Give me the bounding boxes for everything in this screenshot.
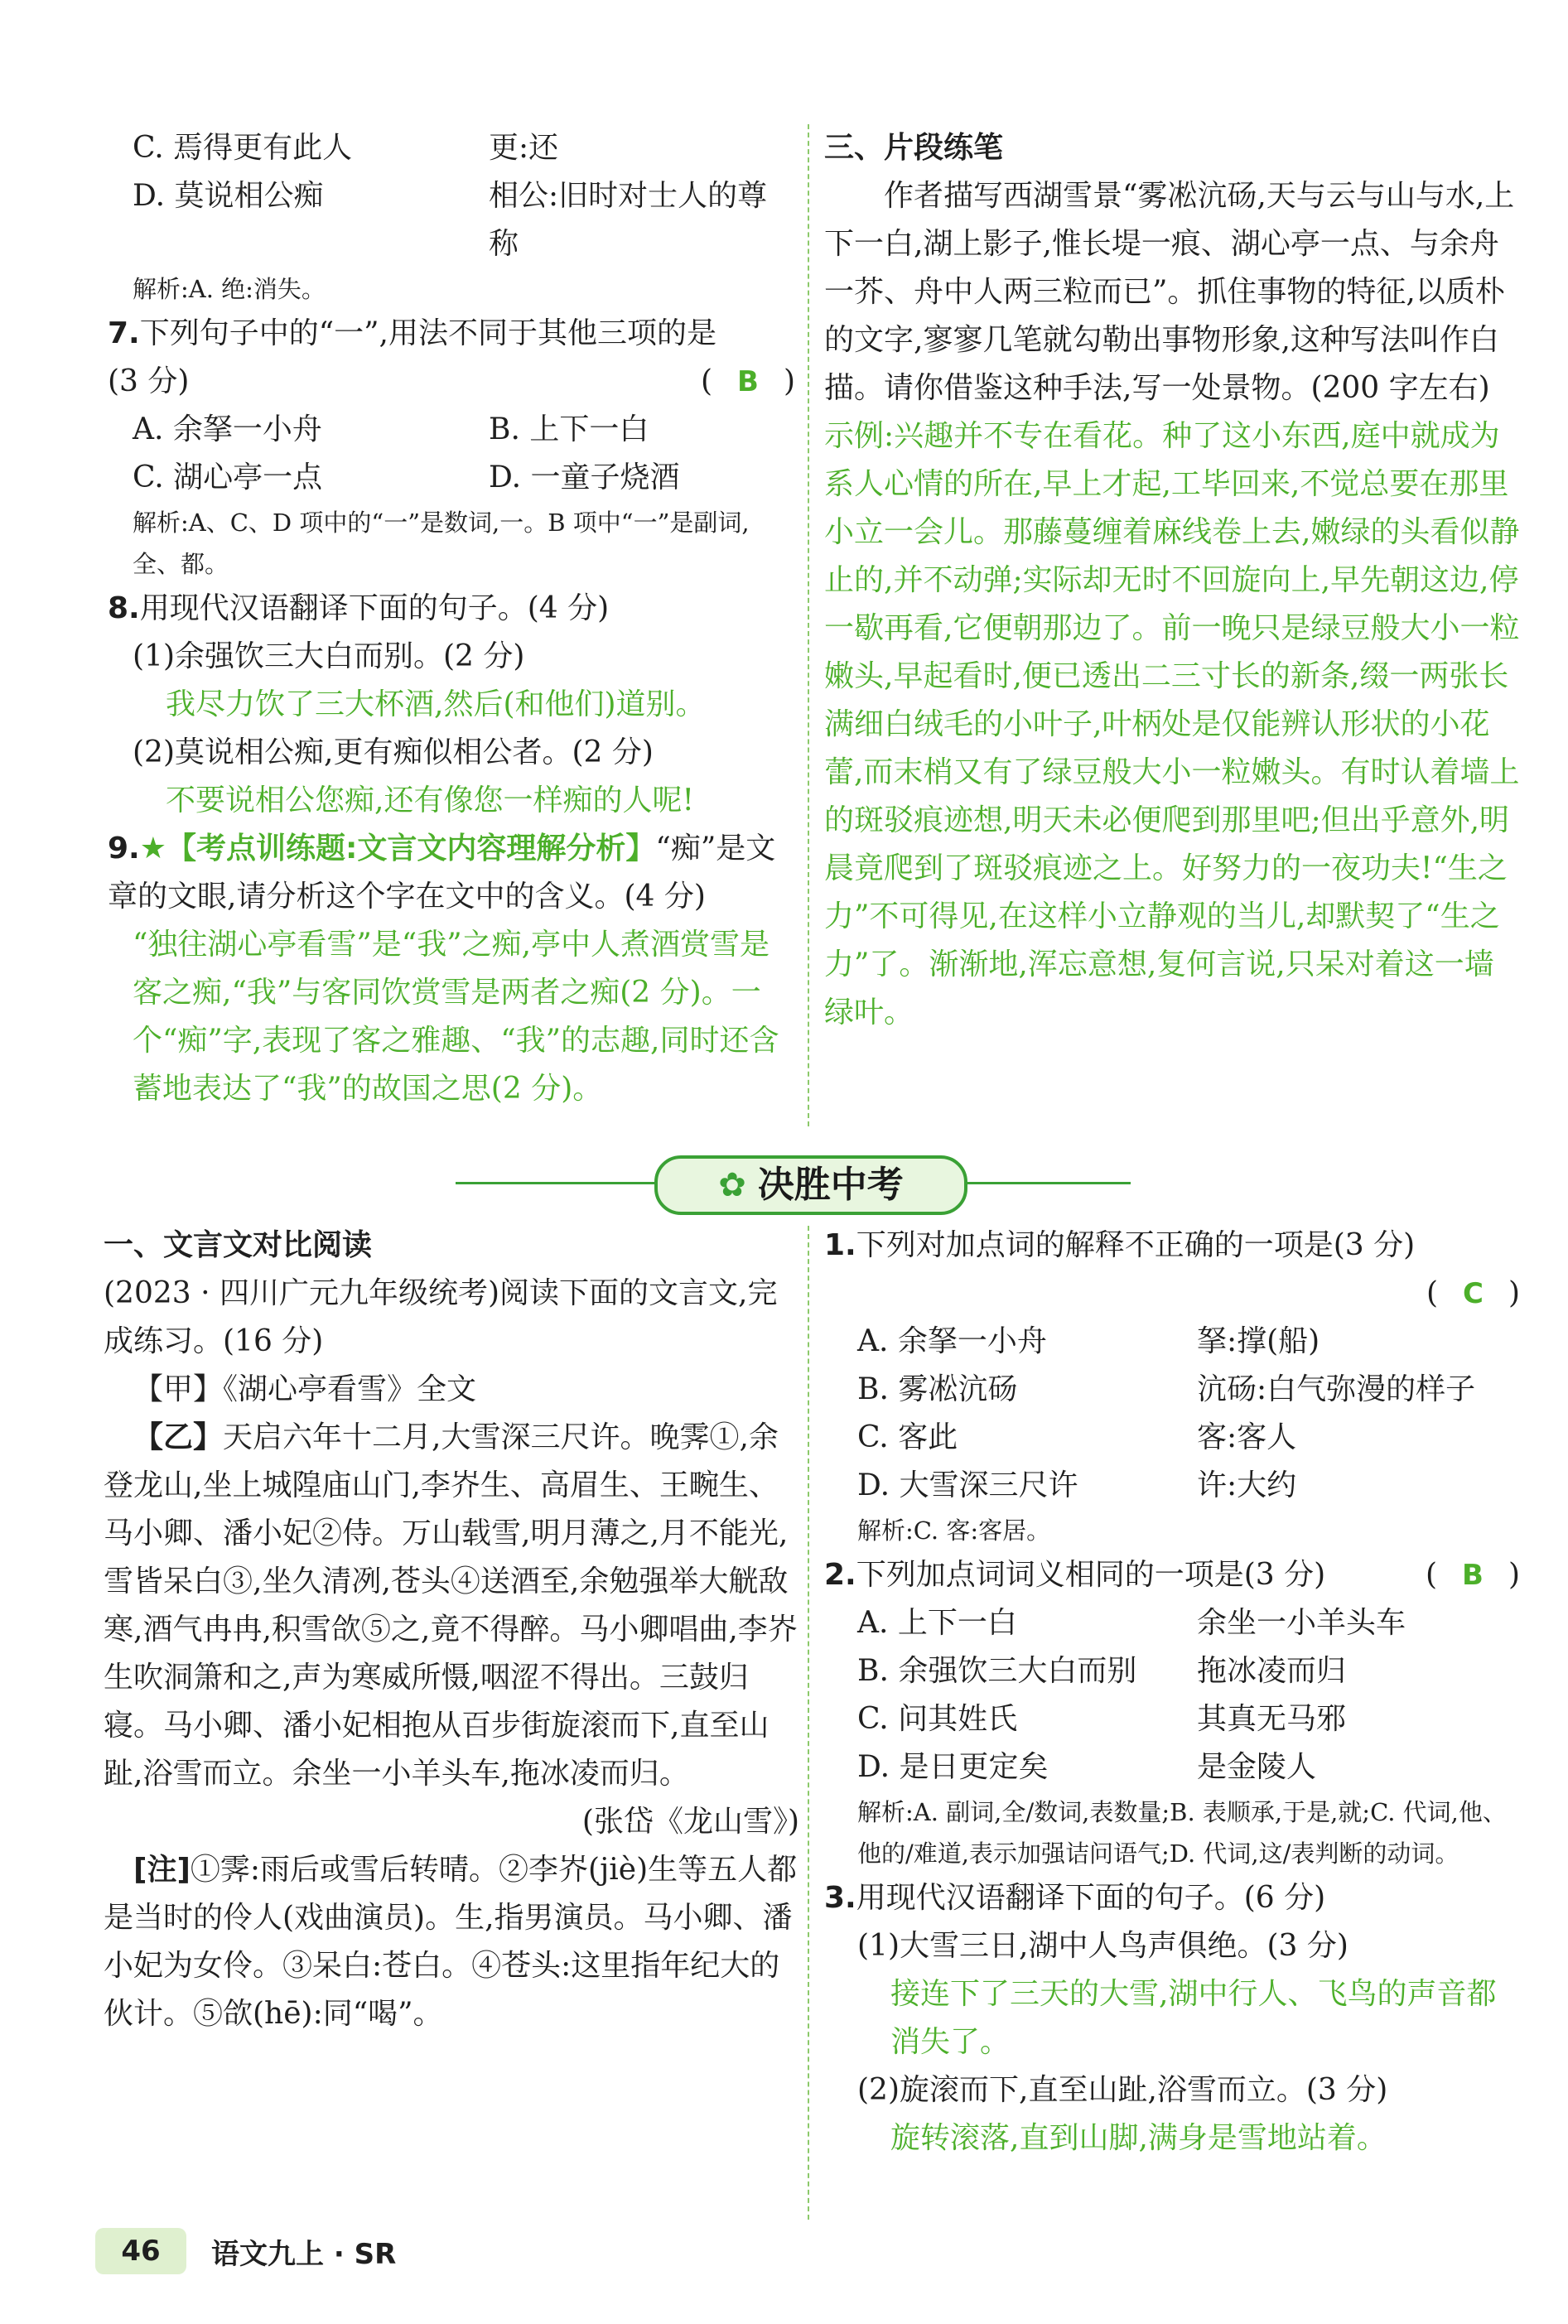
q8-sub-1: (1)余强饮三大白而别。(2 分): [133, 639, 525, 673]
q7-number: 7.: [108, 316, 140, 350]
q1-option-c: C. 客此: [857, 1420, 958, 1454]
banner-line-left: [456, 1182, 659, 1184]
q7-answer: B: [737, 365, 759, 398]
q7-options-ab: [133, 406, 795, 454]
q3-sub-2-answer: 旋转滚落,直到山脚,满身是雪地站着。: [890, 2121, 1387, 2155]
q2-row-a: [824, 1599, 1520, 1647]
q2-text: 下列加点词词义相同的一项是(3 分): [856, 1558, 1326, 1592]
q1-option-c-note: 客:客人: [1197, 1420, 1297, 1454]
page-number: 46: [95, 2228, 186, 2274]
q1-option-b-note: 沆砀:白气弥漫的样子: [1197, 1372, 1476, 1406]
q2-option-a: A. 上下一白: [857, 1606, 1017, 1640]
section-3-example: 示例:兴趣并不专在看花。种了这小东西,庭中就成为系人心情的所在,早上才起,工毕回来,不觉总要在那里小立一会儿。那藤蔓缠着麻线卷上去,嫩绿的头看似静止的,并不动弹;实际却无时不回旋向上,早先朝这边,停一歇再看,它便朝那边了。前一晚只是绿豆般大小一粒嫩头,早起看时,便已透出二三寸长的新条,缀一两张长满细白绒毛的小叶子,叶柄处是仅能辨认形状的小花蕾,而末梢又有了绿豆般大小一粒嫩头。有时认着墙上的斑驳痕迹想,明天未必便爬到那里吧;但出乎意外,明晨竟爬到了斑驳痕迹之上。好努力的一夜功夫!“生之力”不可得见,在这样小立静观的当儿,却默契了“生之力”了。渐渐地,浑忘意想,复何言说,只呆对着这一墙绿叶。: [824, 419, 1520, 1029]
column-divider-bottom: [808, 1226, 809, 2220]
q7-options-cd: [133, 454, 795, 502]
notes-label: [注]: [133, 1853, 191, 1887]
column-divider-top: [808, 124, 809, 1126]
q8-number: 8.: [108, 591, 140, 625]
q2-option-b: B. 余强饮三大白而别: [857, 1654, 1137, 1688]
left-bottom-column: [104, 1222, 799, 2038]
question-1: [824, 1222, 1520, 1270]
q7-score: (3 分): [108, 364, 190, 398]
section-3-prompt: 作者描写西湖雪景“雾凇沆砀,天与云与山与水,上下一白,湖上影子,惟长堤一痕、湖心亭一点、与余舟一芥、舟中人两三粒而已”。抓住事物的特征,以质朴的文字,寥寥几笔就勾勒出事物形象,这种写法叫作白描。请你借鉴这种手法,写一处景物。(200 字左右): [824, 179, 1515, 405]
option-c-note: 更:还: [489, 131, 559, 165]
q7-option-c: C. 湖心亭一点: [133, 460, 323, 494]
q1-option-d-note: 许:大约: [1197, 1468, 1297, 1502]
q1-text: 下列对加点词的解释不正确的一项是(3 分): [856, 1228, 1416, 1262]
prev-analysis: 解析:A. 绝:消失。: [133, 275, 326, 303]
q2-option-d: D. 是日更定矣: [857, 1750, 1049, 1784]
q1-option-a: A. 余拏一小舟: [857, 1324, 1047, 1358]
passage-yi-text: 天启六年十二月,大雪深三尺许。晚霁①,余登龙山,坐上城隍庙山门,李岕生、高眉生、王畹生、马小卿、潘小妃②侍。万山载雪,明月薄之,月不能光,雪皆呆白③,坐久清冽,苍头④送酒至,余勉强举大觥敌寒,酒气冉冉,积雪欱⑤之,竟不得醉。马小卿唱曲,李岕生吹洞箫和之,声为寒威所慑,咽涩不得出。三鼓归寝。马小卿、潘小妃相抱从百步街旋滚而下,直至山趾,浴雪而立。余坐一小羊头车,拖冰凌而归。: [104, 1420, 798, 1791]
q3-text: 用现代汉语翻译下面的句子。(6 分): [856, 1881, 1326, 1915]
q2-option-c-pair: 其真无马邪: [1197, 1702, 1347, 1736]
passage-author: (张岱《龙山雪》): [581, 1805, 799, 1839]
q9-answer: “独往湖心亭看雪”是“我”之痴,亭中人煮酒赏雪是客之痴,“我”与客同饮赏雪是两者之痴(2 分)。一个“痴”字,表现了客之雅趣、“我”的志趣,同时还含蓄地表达了“我”的故国之思(2 分)。: [133, 928, 779, 1106]
banner-line-right: [957, 1182, 1131, 1184]
q2-prompt: [824, 1551, 1426, 1599]
passage-jia: 【甲】《湖心亭看雪》全文: [133, 1372, 477, 1406]
banner-title: 决胜中考: [757, 1164, 904, 1206]
q9-text: “痴”是文章的文眼,请分析这个字在文中的含义。(4 分): [108, 832, 776, 914]
q1-number: 1.: [824, 1228, 856, 1262]
q1-row-a: [824, 1318, 1520, 1366]
star-icon: ★: [139, 832, 167, 865]
q1-option-a-note: 拏:撑(船): [1197, 1324, 1320, 1358]
q3-sub-1-answer: 接连下了三天的大雪,湖中行人、飞鸟的声音都消失了。: [890, 1977, 1497, 2059]
q7-analysis: 解析:A、C、D 项中的“一”是数词,一。B 项中“一”是副词,全、都。: [133, 509, 750, 578]
q8-sub-2-answer: 不要说相公您痴,还有像您一样痴的人呢!: [166, 784, 694, 817]
q8-sub-1-answer: 我尽力饮了三大杯酒,然后(和他们)道别。: [166, 687, 706, 721]
q8-text: 用现代汉语翻译下面的句子。(4 分): [139, 591, 610, 625]
q2-answer: B: [1462, 1559, 1484, 1592]
passage-yi-label: 【乙】: [133, 1420, 224, 1454]
passage-yi: [104, 1414, 799, 1798]
question-3: [824, 1874, 1520, 1922]
book-title: 语文九上 · SR: [211, 2238, 397, 2271]
question-2: [824, 1551, 1520, 1599]
q2-row-b: [824, 1647, 1520, 1695]
q1-answer: C: [1463, 1277, 1484, 1310]
option-d: D. 莫说相公痴: [133, 179, 324, 213]
q2-row-d: [824, 1743, 1520, 1791]
q9-number: 9.: [108, 832, 140, 865]
option-row-d: [133, 172, 795, 268]
q7-answer-bracket: ( B ): [700, 364, 795, 398]
question-9: [108, 825, 795, 921]
q3-sub-1: (1)大雪三日,湖中人鸟声俱绝。(3 分): [857, 1929, 1348, 1963]
q1-row-c: [824, 1414, 1520, 1462]
q9-tag: 【考点训练题:文言文内容理解分析】: [166, 832, 656, 865]
q1-row-d: [824, 1462, 1520, 1510]
q2-answer-bracket: ( B ): [1425, 1558, 1520, 1592]
banner-decisive-exam: [654, 1155, 967, 1215]
q1-option-d: D. 大雪深三尺许: [857, 1468, 1078, 1502]
q1-option-b: B. 雾凇沆砀: [857, 1372, 1018, 1406]
q2-row-c: [824, 1695, 1520, 1743]
notes-text: ①霁:雨后或雪后转晴。②李岕(jiè)生等五人都是当时的伶人(戏曲演员)。生,指男演员。马小卿、潘小妃为女伶。③呆白:苍白。④苍头:这里指年纪大的伙计。⑤欱(hē):同“喝”。: [104, 1853, 798, 2031]
q1-answer-bracket: ( C ): [1426, 1276, 1520, 1310]
q2-option-b-pair: 拖冰凌而归: [1197, 1654, 1347, 1688]
q7-option-d: D. 一童子烧酒: [489, 460, 680, 494]
q2-option-d-pair: 是金陵人: [1197, 1750, 1317, 1784]
q8-sub-2: (2)莫说相公痴,更有痴似相公者。(2 分): [133, 735, 654, 769]
q3-number: 3.: [824, 1881, 856, 1915]
section-3-title: 三、片段练笔: [824, 131, 1004, 165]
option-c: C. 焉得更有此人: [133, 131, 353, 165]
gear-icon: ✿: [718, 1166, 746, 1204]
q7-text: 下列句子中的“一”,用法不同于其他三项的是: [139, 316, 716, 350]
q2-analysis: 解析:A. 副词,全/数词,表数量;B. 表顺承,于是,就;C. 代词,他、他的/难道,表示加强诘问语气;D. 代词,这/表判断的动词。: [857, 1798, 1507, 1868]
q7-option-b: B. 上下一白: [489, 412, 649, 446]
left-top-column: [108, 124, 795, 1113]
q2-option-a-pair: 余坐一小羊头车: [1197, 1606, 1406, 1640]
right-top-column: [824, 124, 1520, 1037]
option-d-note: 相公:旧时对士人的尊称: [489, 179, 768, 261]
question-7: [108, 310, 795, 358]
passage-notes: [104, 1846, 799, 2038]
q2-number: 2.: [824, 1558, 856, 1592]
reading-source: (2023 · 四川广元九年级统考)阅读下面的文言文,完成练习。(16 分): [104, 1276, 778, 1358]
question-8: [108, 585, 795, 633]
q1-analysis: 解析:C. 客:客居。: [857, 1516, 1051, 1545]
q3-sub-2: (2)旋滚而下,直至山趾,浴雪而立。(3 分): [857, 2073, 1388, 2107]
option-row-c: [133, 124, 795, 172]
section-1-title: 一、文言文对比阅读: [104, 1228, 373, 1262]
q2-option-c: C. 问其姓氏: [857, 1702, 1018, 1736]
q7-score-row: [108, 358, 795, 406]
q7-option-a: A. 余拏一小舟: [133, 412, 322, 446]
right-bottom-column: [824, 1222, 1520, 2162]
q1-row-b: [824, 1366, 1520, 1414]
